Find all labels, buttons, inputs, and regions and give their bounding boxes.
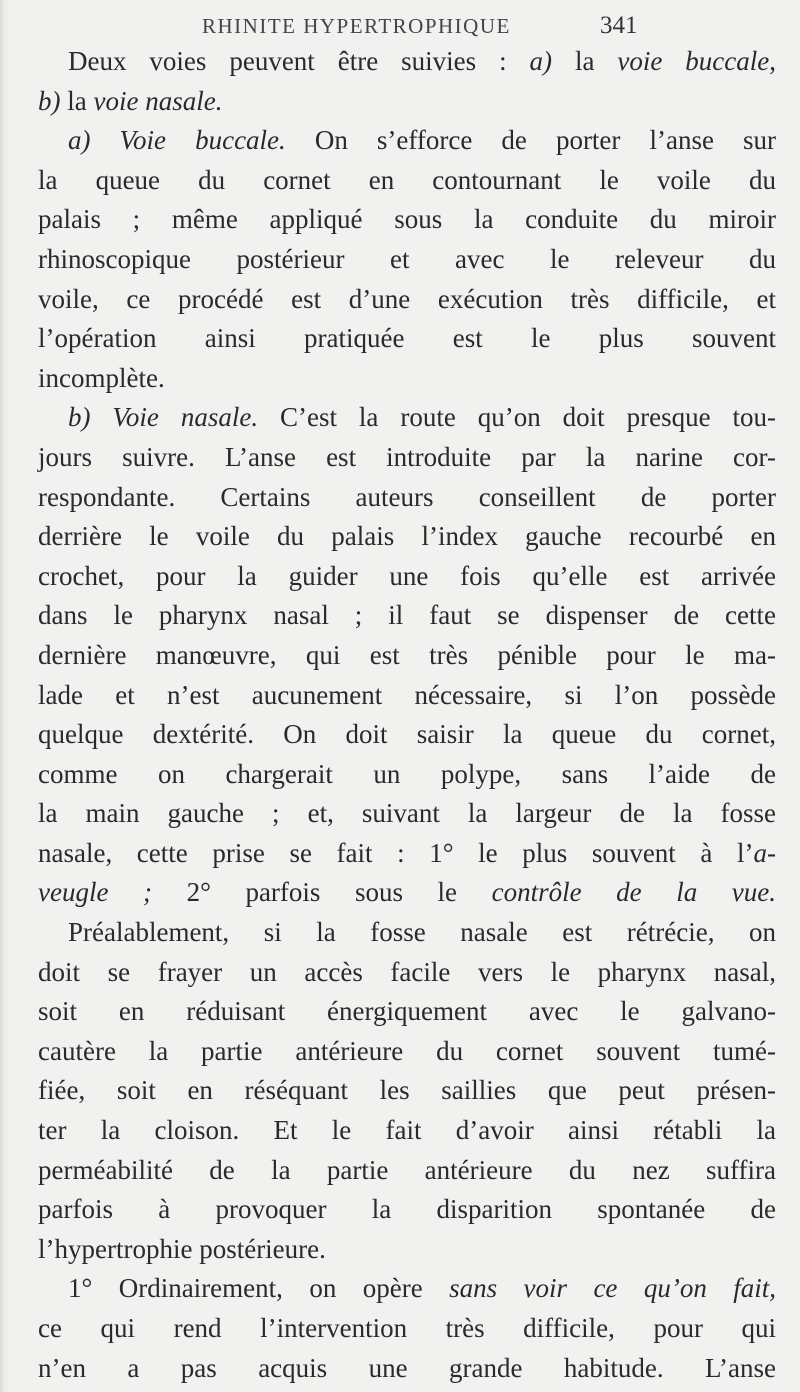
- text-line: [38, 1111, 776, 1151]
- text-line: [38, 517, 776, 557]
- text-line: [38, 873, 776, 913]
- text-line: [38, 913, 776, 953]
- text-line: [38, 596, 776, 636]
- italic-text: b): [38, 85, 61, 116]
- text-span: parfois à provoquer la disparition spontanée de: [38, 1194, 776, 1225]
- text-line: [38, 438, 776, 478]
- text-span: la queue du cornet en contournant le voile du: [38, 164, 776, 195]
- running-title: RHINITE HYPERTROPHIQUE: [202, 14, 511, 38]
- text-line: [38, 240, 776, 280]
- text-line: [38, 1230, 776, 1270]
- text-line: [38, 1309, 776, 1349]
- italic-text: b) Voie nasale.: [68, 402, 259, 433]
- italic-text: sans voir ce qu’on fait,: [449, 1273, 776, 1304]
- text-span: ter la cloison. Et le fait d’avoir ainsi rétabli la: [38, 1115, 776, 1146]
- text-line: [38, 1349, 776, 1389]
- page-number: 341: [600, 12, 638, 39]
- text-span: 2° parfois sous le: [152, 877, 492, 908]
- text-span: Deux voies peuvent être suivies :: [68, 46, 530, 76]
- text-line: [38, 755, 776, 795]
- text-span: nasale, cette prise se fait : 1° le plus souvent à l’: [38, 837, 754, 868]
- italic-text: contrôle de la vue.: [491, 877, 776, 908]
- text-span: n’en a pas acquis une grande habitude. L’anse: [38, 1352, 776, 1383]
- text-span: l’opération ainsi pratiquée est le plus souvent: [38, 323, 776, 354]
- text-line: [38, 992, 776, 1032]
- text-line: [38, 161, 776, 201]
- text-line: [38, 200, 776, 240]
- text-line: [38, 636, 776, 676]
- page-edge: [0, 0, 10, 1392]
- text-span: voile, ce procédé est d’une exécution très difficile, et: [38, 283, 776, 314]
- text-line: [38, 557, 776, 597]
- text-line: [38, 478, 776, 518]
- text-line: [38, 42, 776, 82]
- text-span: l’hypertrophie postérieure.: [38, 1233, 326, 1264]
- text-span: dernière manœuvre, qui est très pénible pour le ma-: [38, 639, 776, 670]
- text-span: soit en réduisant énergiquement avec le galvano-: [38, 996, 776, 1027]
- text-span: crochet, pour la guider une fois qu’elle est arrivée: [38, 560, 776, 591]
- text-span: la: [552, 46, 618, 76]
- text-span: fiée, soit en réséquant les saillies que peut présen-: [38, 1075, 776, 1106]
- italic-text: a): [529, 46, 553, 76]
- text-span: lade et n’est aucunement nécessaire, si l’on possède: [38, 679, 776, 710]
- text-span: cautère la partie antérieure du cornet souvent tumé-: [38, 1035, 776, 1066]
- text-line: [38, 715, 776, 755]
- italic-text: a) Voie buccale.: [68, 125, 286, 156]
- text-line: [38, 953, 776, 993]
- text-line: [38, 1032, 776, 1072]
- text-span: C’est la route qu’on doit presque tou-: [258, 402, 776, 433]
- italic-text: voie nasale.: [93, 85, 223, 116]
- text-span: la main gauche ; et, suivant la largeur de la fosse: [38, 798, 776, 829]
- italic-text: veugle ;: [38, 877, 153, 908]
- text-span: On s’efforce de porter l’anse sur: [285, 125, 776, 156]
- text-line: [38, 1269, 776, 1309]
- text-span: dans le pharynx nasal ; il faut se dispenser de cette: [38, 600, 776, 631]
- text-span: la: [60, 85, 94, 116]
- text-line: [38, 1071, 776, 1111]
- text-line: [38, 1151, 776, 1191]
- text-line: [38, 1190, 776, 1230]
- text-span: perméabilité de la partie antérieure du nez suffira: [38, 1154, 776, 1185]
- text-span: derrière le voile du palais l’index gauche recourbé en: [38, 521, 776, 552]
- text-line: [38, 280, 776, 320]
- text-span: rhinoscopique postérieur et avec le releveur du: [38, 243, 776, 274]
- text-line: [38, 398, 776, 438]
- text-span: comme on chargerait un polype, sans l’aide de: [38, 758, 776, 789]
- text-span: quelque dextérité. On doit saisir la queue du cornet,: [38, 719, 776, 750]
- text-line: [38, 82, 776, 122]
- text-span: palais ; même appliqué sous la conduite du miroir: [38, 204, 776, 235]
- body-text: [38, 42, 776, 1388]
- running-header: [0, 8, 800, 42]
- text-line: [38, 359, 776, 399]
- text-line: [38, 794, 776, 834]
- text-line: [38, 834, 776, 874]
- text-span: ce qui rend l’intervention très difficile, pour qui: [38, 1313, 776, 1343]
- text-span: jours suivre. L’anse est introduite par la narine cor-: [38, 441, 776, 472]
- text-span: Préalablement, si la fosse nasale est rétrécie, on: [68, 917, 776, 948]
- text-line: [38, 121, 776, 161]
- text-span: 1° Ordinairement, on opère: [68, 1273, 450, 1304]
- text-line: [38, 319, 776, 359]
- italic-text: voie buccale: [617, 46, 770, 76]
- text-line: [38, 676, 776, 716]
- text-span: doit se frayer un accès facile vers le pharynx nasal,: [38, 956, 776, 987]
- text-span: ,: [769, 46, 776, 76]
- italic-text: a-: [753, 837, 776, 868]
- text-span: respondante. Certains auteurs conseillent de porter: [38, 481, 776, 512]
- text-span: incomplète.: [38, 362, 165, 393]
